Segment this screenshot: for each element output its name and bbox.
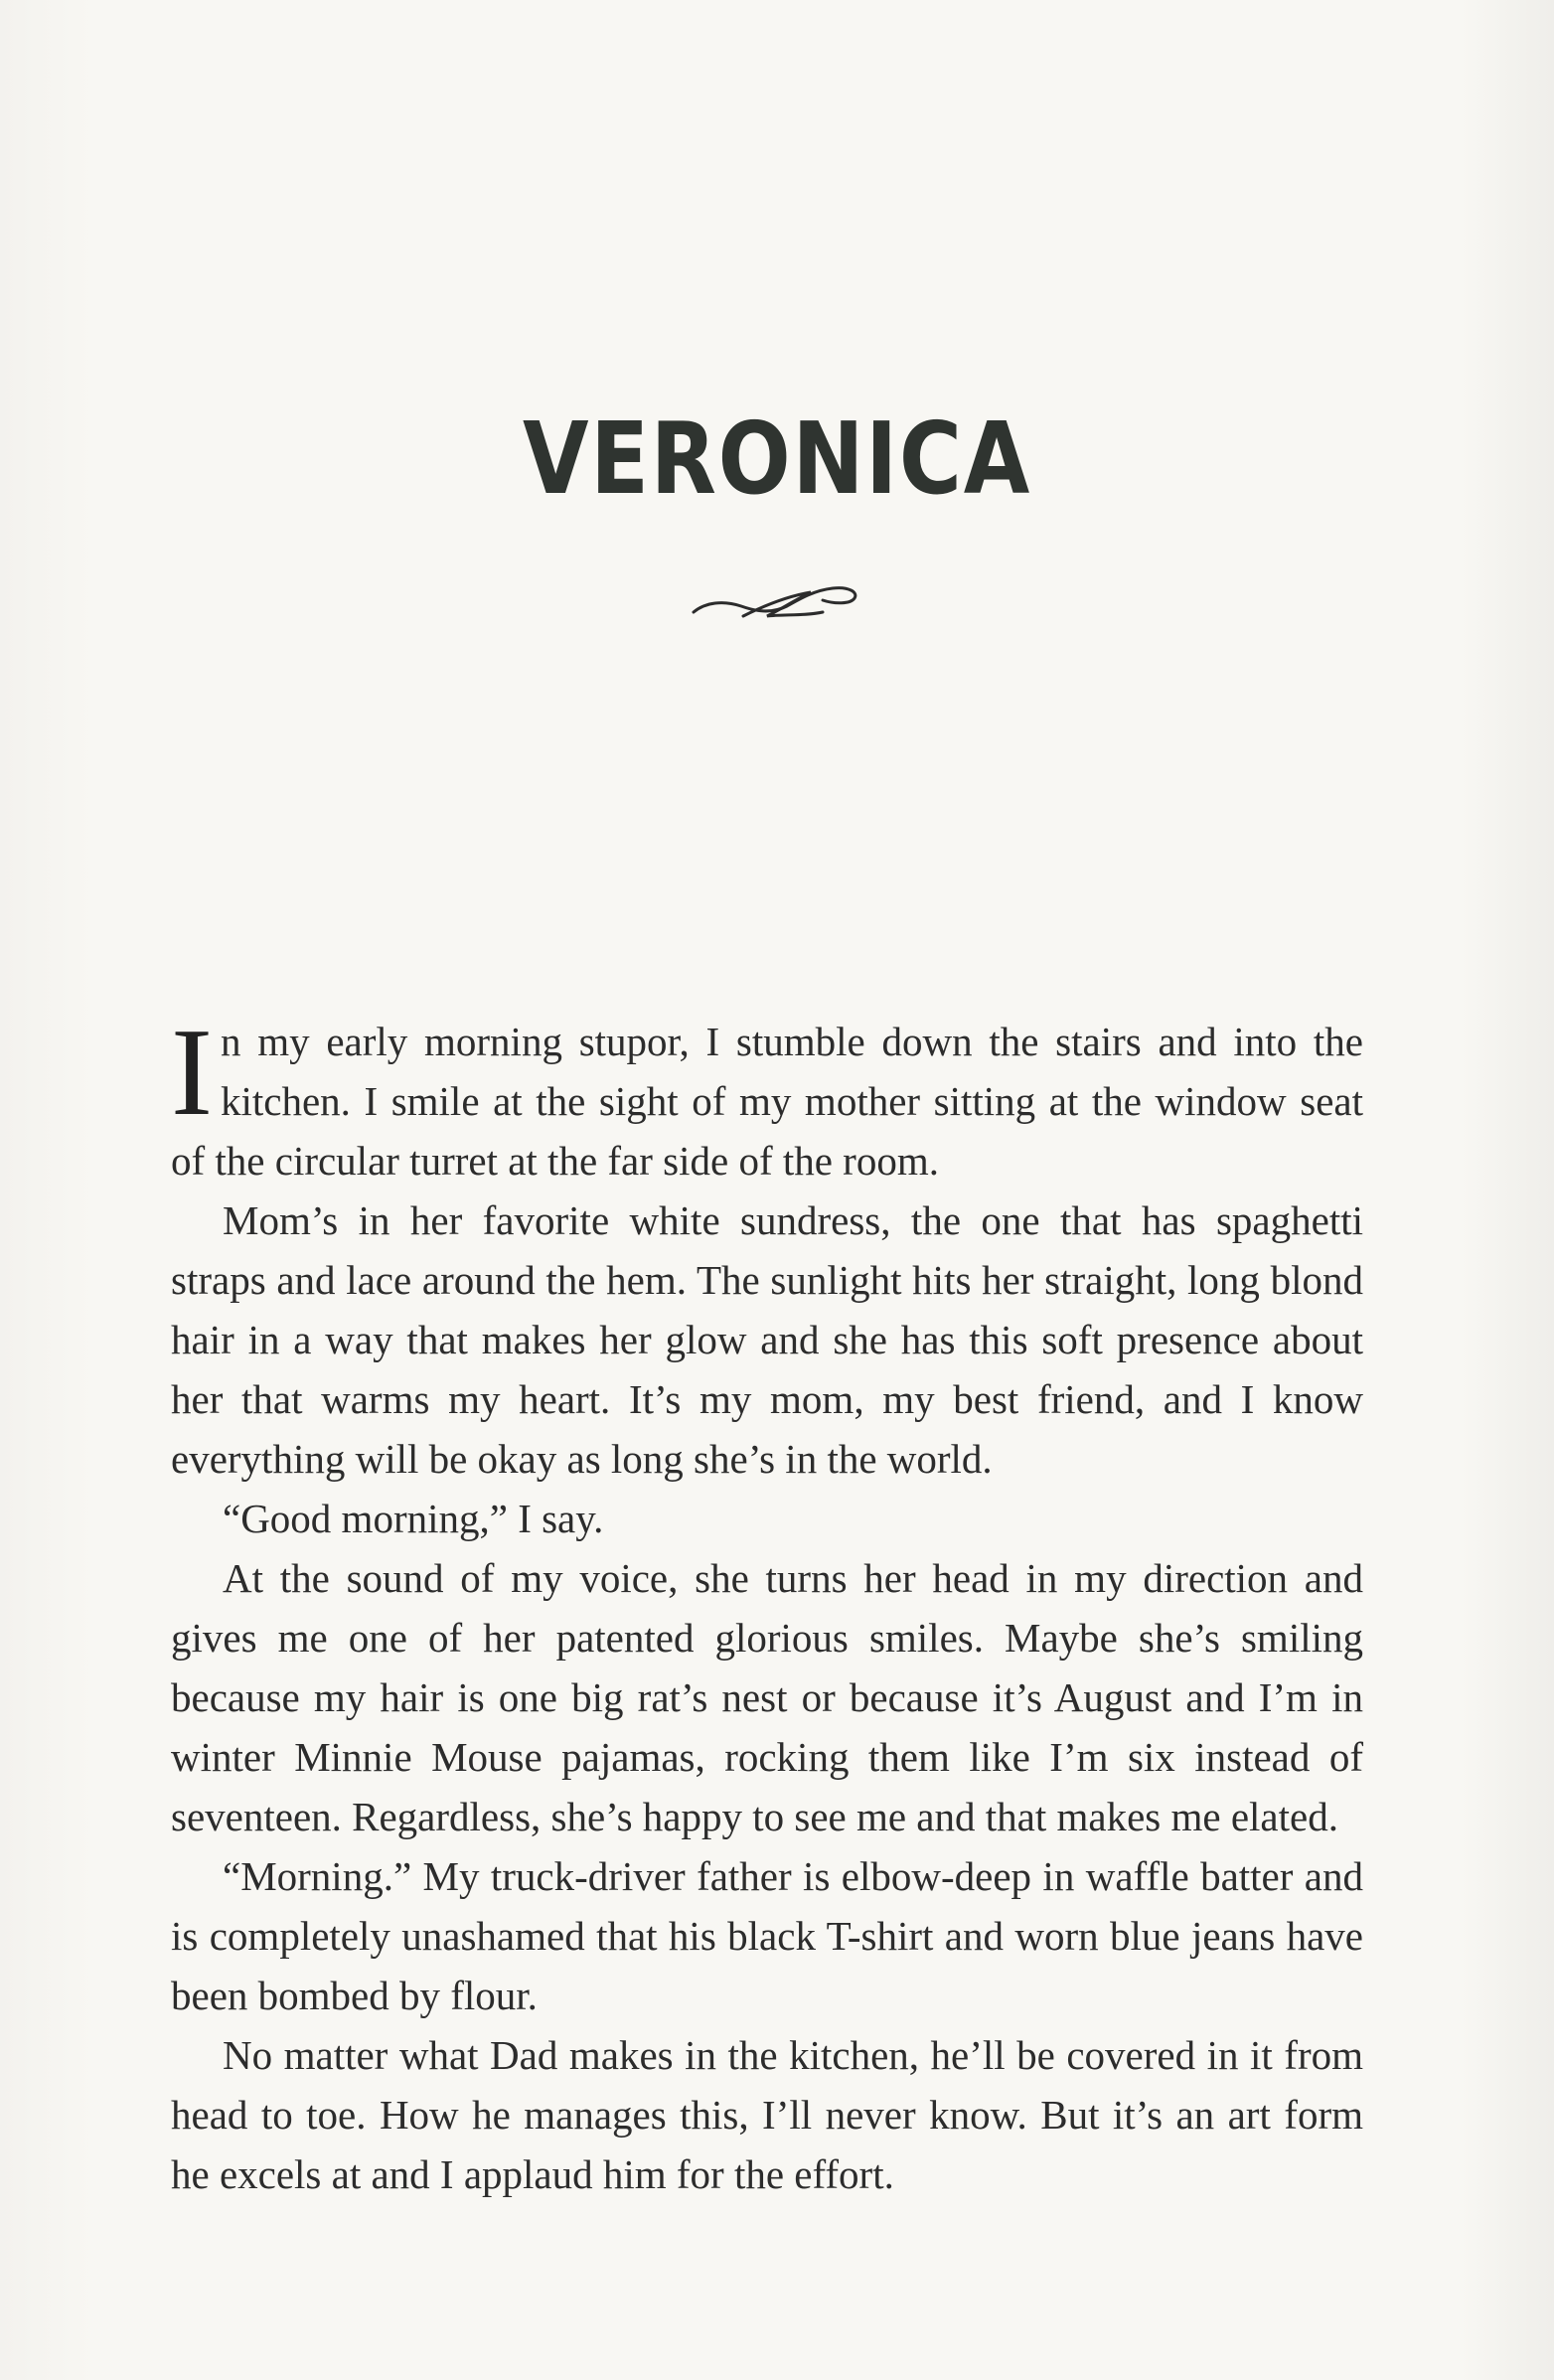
paragraph-1 [171,1004,1363,1190]
paragraph-6: No matter what Dad makes in the kitchen, he’ll be covered in it from head to toe. How he manages this, I’ll never know. But it’s an art form he excels at and I applaud him for the effort. [171,2032,1363,2197]
paragraph-2: Mom’s in her favorite white sundress, the one that has spaghetti straps and lace around the hem. The sunlight hits her straight, long blond hair in a way that makes her glow and she has this soft presence about her that warms my heart. It’s my mom, my best friend, and I know everything will be okay as long she’s in the world. [171,1197,1363,1482]
paragraph-3: “Good morning,” I say. [223,1496,604,1541]
drop-cap: I [171,1004,213,1142]
paragraph-5: “Morning.” My truck-driver father is elbow-deep in waffle batter and is completely unashamed that his black T-shirt and worn blue jeans have been bombed by flour. [171,1853,1363,2018]
flourish-ornament-icon [684,576,872,626]
chapter-body [171,1004,1363,2204]
chapter-title: VERONICA [522,400,1032,517]
paragraph-4: At the sound of my voice, she turns her head in my direction and gives me one of her patented glorious smiles. Maybe she’s smiling because my hair is one big rat’s nest or because it’s August and I’m in winter Minnie Mouse pajamas, rocking them like I’m six instead of seventeen. Regardless, she’s happy to see me and that makes me elated. [171,1555,1363,1839]
paragraph-1-text: n my early morning stupor, I stumble down the stairs and into the kitchen. I smile at the sight of my mother sitting at the window seat of the circular turret at the far side of the room. [171,1019,1363,1184]
